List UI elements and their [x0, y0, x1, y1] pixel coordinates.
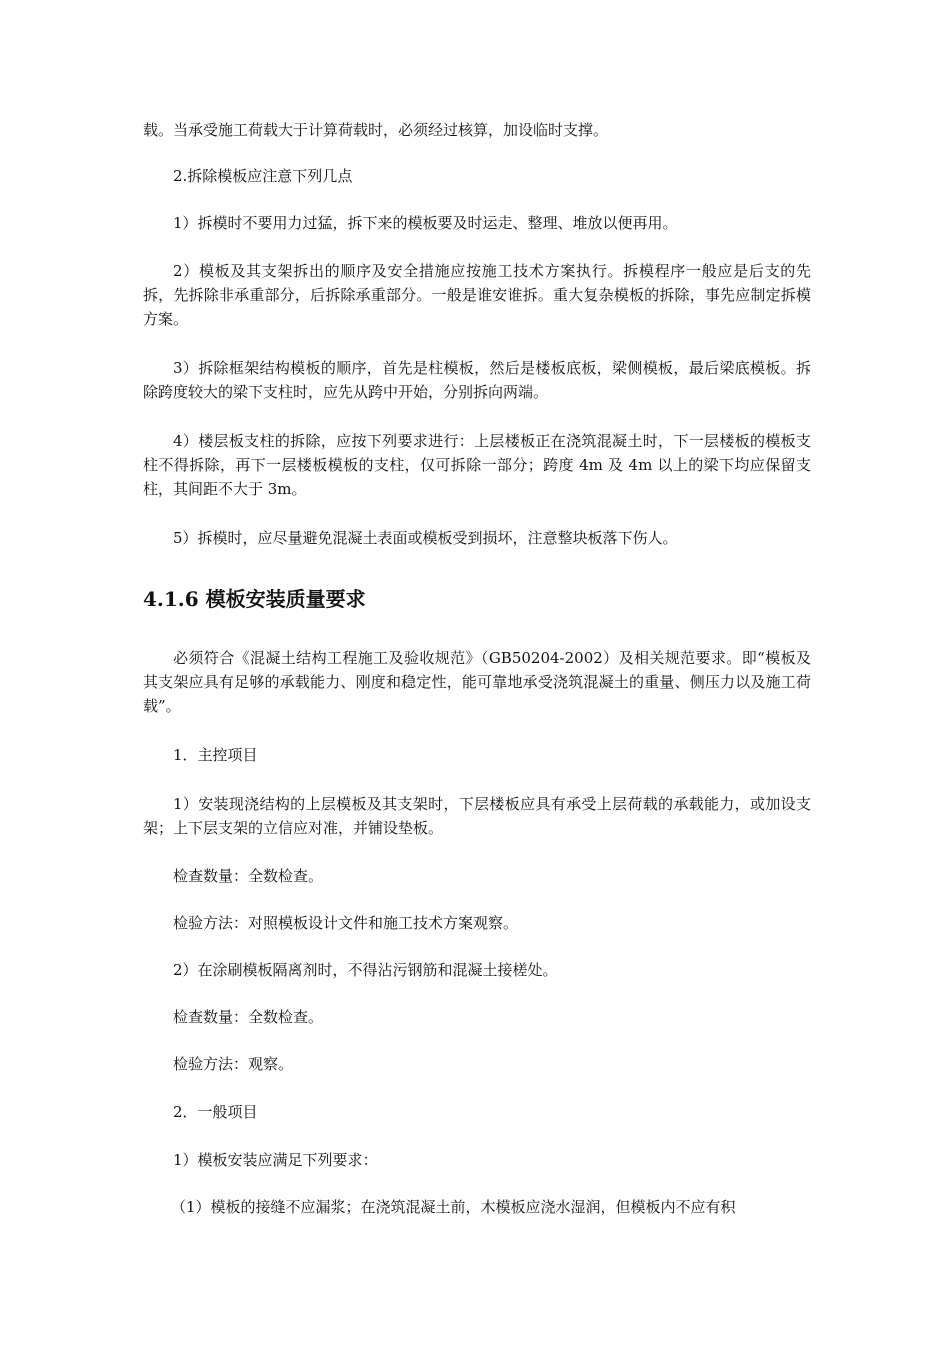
paragraph-inspection-quantity-2: 检查数量：全数检查。 [173, 1008, 324, 1026]
paragraph-continuation: 载。当承受施工荷载大于计算荷载时，必须经过核算，加设临时支撑。 [143, 121, 609, 139]
paragraph-inspection-quantity-1: 检查数量：全数检查。 [173, 867, 324, 885]
paragraph-general-item-1: 1）模板安装应满足下列要求： [173, 1151, 378, 1169]
paragraph-main-control-items: 1．主控项目 [173, 746, 258, 764]
paragraph-general-items: 2．一般项目 [173, 1103, 258, 1121]
section-heading: 4.1.6 模板安装质量要求 [143, 587, 366, 611]
paragraph-item-2: 2）模板及其支架拆出的顺序及安全措施应按施工技术方案执行。拆模程序一般应是后支的先拆，先拆除非承重部分，后拆除承重部分。一般是谁安谁拆。重大复杂模板的拆除，事先应制定拆模方案。 [143, 262, 811, 328]
paragraph-section-2-title: 2.拆除模板应注意下列几点 [173, 167, 353, 185]
paragraph-inspection-method-1: 检验方法：对照模板设计文件和施工技术方案观察。 [173, 914, 519, 932]
paragraph-item-4: 4）楼层板支柱的拆除，应按下列要求进行：上层楼板正在浇筑混凝土时，下一层楼板的模板支柱不得拆除，再下一层楼板模板的支柱，仅可拆除一部分；跨度 4m 及 4m 以上的梁下均应保留支柱，其间距不大于 3m。 [143, 432, 811, 498]
paragraph-inspection-method-2: 检验方法：观察。 [173, 1055, 294, 1073]
paragraph-item-1: 1）拆模时不要用力过猛，拆下来的模板要及时运走、整理、堆放以便再用。 [173, 214, 678, 232]
paragraph-control-item-1: 1）安装现浇结构的上层模板及其支架时，下层楼板应具有承受上层荷载的承载能力，或加设支架；上下层支架的立信应对准，并铺设垫板。 [143, 795, 811, 837]
paragraph-item-3: 3）拆除框架结构模板的顺序，首先是柱模板，然后是楼板底板，梁侧模板，最后梁底模板。拆除跨度较大的梁下支柱时，应先从跨中开始，分别拆向两端。 [143, 359, 811, 401]
paragraph-standard-reference: 必须符合《混凝土结构工程施工及验收规范》（GB50204-2002）及相关规范要求。即“模板及其支架应具有足够的承载能力、刚度和稳定性，能可靠地承受浇筑混凝土的重量、侧压力以及施工荷载”。 [143, 649, 811, 715]
paragraph-item-5: 5）拆模时，应尽量避免混凝土表面或模板受到损坏，注意整块板落下伤人。 [173, 529, 678, 547]
paragraph-control-item-2: 2）在涂刷模板隔离剂时，不得沾污钢筋和混凝土接槎处。 [173, 961, 558, 979]
paragraph-general-item-1-1: （1）模板的接缝不应漏浆；在浇筑混凝土前，木模板应浇水湿润，但模板内不应有积 [171, 1198, 736, 1216]
